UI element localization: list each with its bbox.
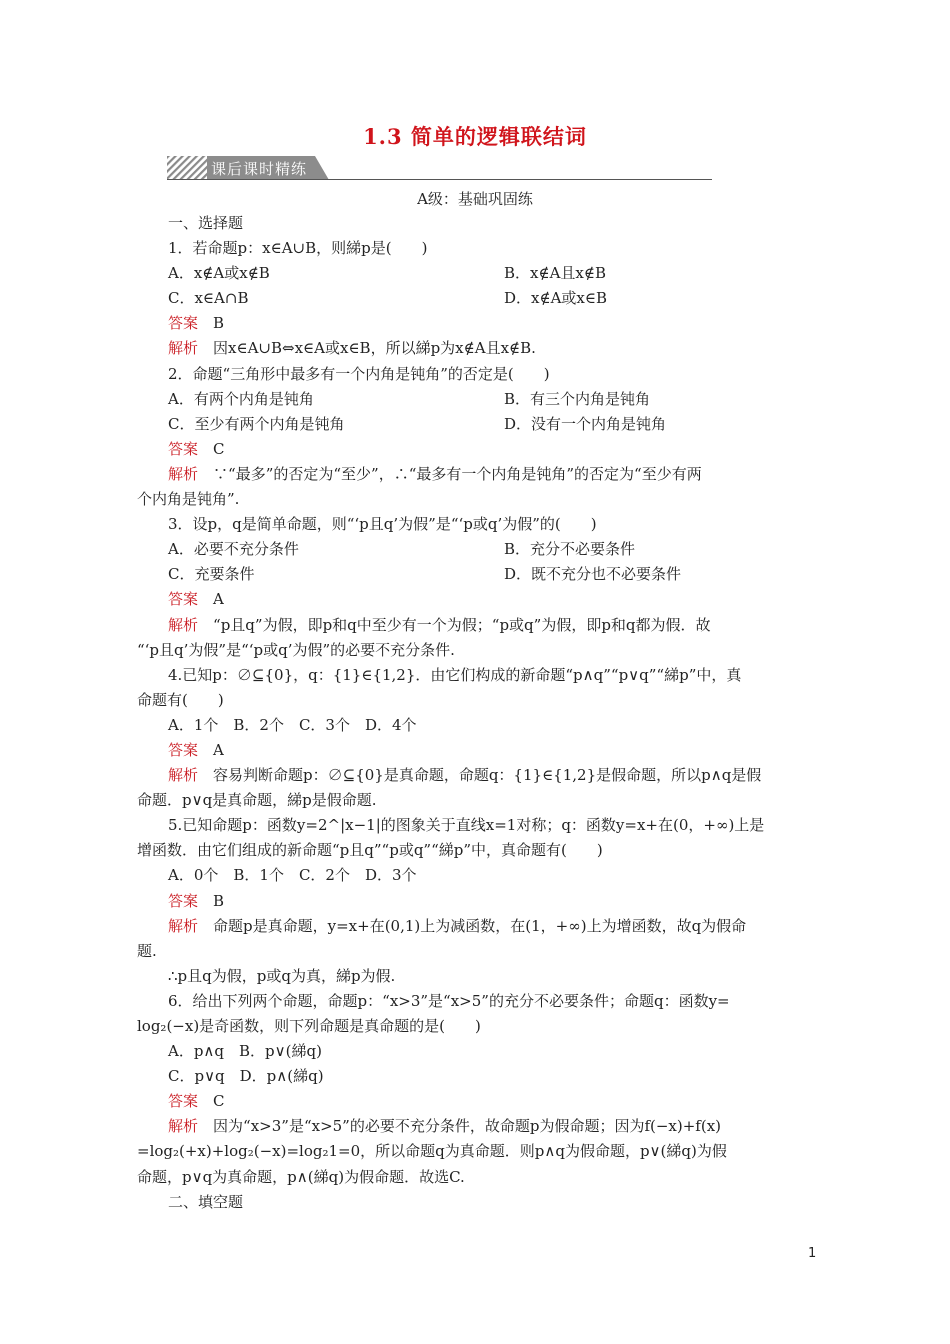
- option: B．x∉A且x∉B: [504, 264, 607, 283]
- explanation-text: “p且q”为假，即p和q中至少有一个为假；“p或q”为假，即p和q都为假．故: [213, 615, 711, 634]
- answer-value: A: [213, 740, 224, 759]
- option: A．必要不充分条件: [168, 540, 299, 559]
- explanation-text: 因为“x>3”是“x>5”的必要不充分条件，故命题p为假命题；因为f(−x)+f(x): [213, 1117, 722, 1136]
- explanation-line: [137, 763, 815, 788]
- question-stem-continued: 命题有( ): [137, 690, 224, 709]
- question-stem: 6．给出下列两个命题，命题p：“x>3”是“x>5”的充分不必要条件；命题q：函数y=: [168, 991, 730, 1010]
- answer-line: [137, 738, 815, 763]
- exercise-content: [137, 211, 815, 1215]
- section-banner: [167, 156, 712, 180]
- options-inline: A．p∧q B．p∨(綈q): [168, 1042, 322, 1061]
- banner-label: 课后课时精练: [211, 160, 308, 178]
- answer-line: [137, 311, 815, 336]
- question-stem: 4.已知p：∅⊆{0}，q：{1}∈{1,2}．由它们构成的新命题“p∧q”“p∨q”“綈p”中，真: [168, 665, 742, 684]
- option: B．充分不必要条件: [504, 540, 636, 559]
- answer-label: 答案: [168, 590, 199, 609]
- answer-label: 答案: [168, 891, 199, 910]
- explanation-continued: 个内角是钝角”.: [137, 490, 240, 509]
- option: A．有两个内角是钝角: [168, 389, 314, 408]
- answer-value: A: [213, 590, 224, 609]
- option-row: [137, 562, 815, 587]
- question-stem-continued: log₂(−x)是奇函数，则下列命题是真命题的是( ): [137, 1017, 481, 1035]
- answer-label: 答案: [168, 439, 199, 458]
- answer-line: [137, 587, 815, 612]
- explanation-text: ∵“最多”的否定为“至少”，∴“最多有一个内角是钝角”的否定为“至少有两: [213, 464, 702, 483]
- explanation-line: [137, 914, 815, 939]
- option: B．有三个内角是钝角: [504, 389, 651, 408]
- explanation-text: 命题p是真命题，y=x+在(0,1)上为减函数，在(1，+∞)上为增函数，故q为假命: [213, 916, 747, 935]
- section-heading: 二、填空题: [168, 1192, 244, 1211]
- question-stem: 2．命题“三角形中最多有一个内角是钝角”的否定是( ): [168, 364, 550, 383]
- page-title: 1.3 简单的逻辑联结词: [363, 124, 587, 149]
- explanation-label: 解析: [168, 339, 199, 358]
- explanation-label: 解析: [168, 1117, 199, 1136]
- section-heading: 一、选择题: [168, 214, 244, 232]
- question-stem: 5.已知命题p：函数y=2^|x−1|的图象关于直线x=1对称；q：函数y=x+在(0，+∞)上是: [168, 816, 765, 835]
- answer-value: B: [213, 314, 225, 333]
- answer-label: 答案: [168, 1092, 199, 1111]
- option-row: [137, 261, 815, 286]
- question-stem: 1．若命题p：x∈A∪B，则綈p是( ): [168, 239, 428, 258]
- explanation-label: 解析: [168, 464, 199, 483]
- option-row: [137, 412, 815, 437]
- answer-label: 答案: [168, 740, 199, 759]
- explanation-line: [137, 336, 815, 361]
- answer-line: [137, 889, 815, 914]
- option-row: [137, 286, 815, 311]
- answer-label: 答案: [168, 314, 199, 333]
- explanation-line: [137, 1114, 815, 1139]
- explanation-text: 容易判断命题p：∅⊆{0}是真命题，命题q：{1}∈{1,2}是假命题，所以p∧q是假: [213, 766, 762, 785]
- option: D．既不充分也不必要条件: [504, 565, 682, 584]
- answer-value: C: [213, 439, 225, 458]
- option: A．x∉A或x∉B: [168, 264, 270, 283]
- page-number: 1: [808, 1246, 817, 1261]
- banner-rule: [167, 179, 712, 180]
- answer-line: [137, 437, 815, 462]
- question-stem-continued: 增函数．由它们组成的新命题“p且q”“p或q”“綈p”中，真命题有( ): [137, 841, 603, 860]
- options-inline: C．p∨q D．p∧(綈q): [168, 1067, 324, 1086]
- explanation-label: 解析: [168, 916, 199, 935]
- answer-line: [137, 1089, 815, 1114]
- explanation-line: [137, 462, 815, 487]
- answer-value: C: [213, 1092, 225, 1111]
- option: D．x∉A或x∈B: [504, 289, 608, 308]
- option: C．至少有两个内角是钝角: [168, 414, 345, 433]
- explanation-continued: =log₂(+x)+log₂(−x)=log₂1=0，所以命题q为真命题．则p∧q为假命题，p∨(綈q)为假: [137, 1142, 727, 1161]
- explanation-line: [137, 613, 815, 638]
- options-inline: A．1个 B．2个 C．3个 D．4个: [168, 715, 417, 734]
- explanation-label: 解析: [168, 766, 199, 785]
- explanation-label: 解析: [168, 615, 199, 634]
- explanation-continued: 命题．p∨q是真命题，綈p是假命题.: [137, 791, 377, 810]
- explanation-continued: 命题，p∨q为真命题，p∧(綈q)为假命题．故选C.: [137, 1167, 465, 1186]
- option-row: [137, 387, 815, 412]
- explanation-continued: 题.: [137, 941, 157, 960]
- option: C．充要条件: [168, 565, 255, 584]
- level-heading: A级：基础巩固练: [417, 190, 533, 208]
- option: D．没有一个内角是钝角: [504, 414, 667, 433]
- explanation-text: 因x∈A∪B⇔x∈A或x∈B，所以綈p为x∉A且x∉B.: [213, 339, 536, 358]
- question-stem: 3．设p，q是简单命题，则“‘p且q’为假”是“‘p或q’为假”的( ): [168, 515, 597, 534]
- explanation-continued: “‘p且q’为假”是“‘p或q’为假”的必要不充分条件.: [137, 640, 455, 659]
- options-inline: A．0个 B．1个 C．2个 D．3个: [168, 866, 417, 885]
- answer-value: B: [213, 891, 225, 910]
- explanation-continued: ∴p且q为假，p或q为真，綈p为假.: [168, 966, 396, 985]
- option-row: [137, 537, 815, 562]
- option: C．x∈A∩B: [168, 289, 249, 308]
